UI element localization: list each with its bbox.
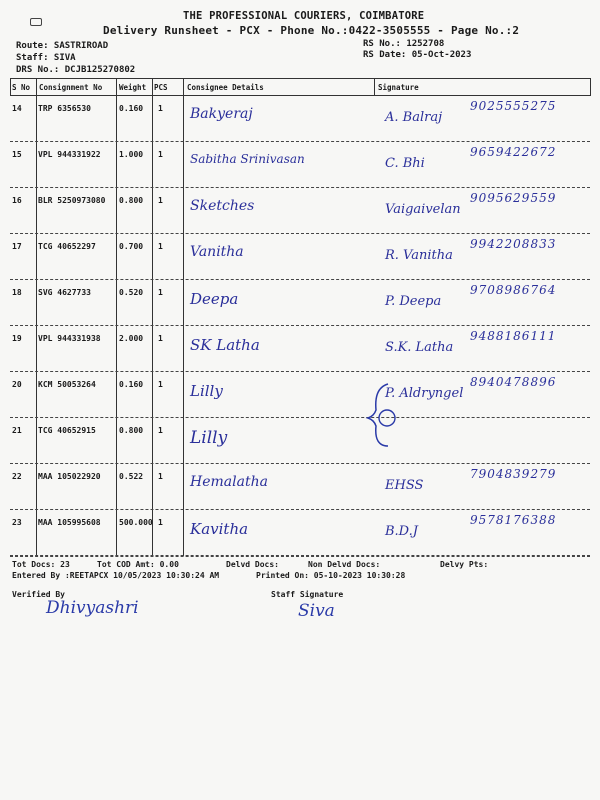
- row-sno: 17: [12, 242, 22, 251]
- row-pcs: 1: [158, 380, 163, 389]
- row-pcs: 1: [158, 426, 163, 435]
- row-signature: A. Balraj: [385, 110, 443, 125]
- verified-by-label: Verified By: [12, 590, 65, 599]
- printer-mark-icon: [30, 18, 42, 26]
- row-phone: 9708986764: [470, 283, 557, 297]
- printed-on: Printed On: 05-10-2023 10:30:28: [256, 571, 406, 580]
- row-signature: P. Deepa: [385, 294, 442, 309]
- row-consignment-no: TCG 40652915: [38, 426, 96, 435]
- row-phone: 9095629559: [470, 191, 557, 205]
- row-pcs: 1: [158, 518, 163, 527]
- row-weight: 0.800: [119, 196, 144, 205]
- row-weight: 0.800: [119, 426, 144, 435]
- row-signature: Vaigaivelan: [385, 202, 461, 217]
- row-consignee-name: SK Latha: [190, 336, 260, 354]
- delivered-docs: Delvd Docs:: [226, 560, 279, 569]
- rs-date: RS Date: 05-Oct-2023: [363, 50, 472, 60]
- verified-signature: Dhivyashri: [46, 598, 139, 618]
- row-weight: 0.522: [119, 472, 144, 481]
- row-weight: 1.000: [119, 150, 144, 159]
- row-consignment-no: MAA 105995608: [38, 518, 101, 527]
- row-phone: 7904839279: [470, 467, 557, 481]
- row-consignee-name: Bakyeraj: [190, 106, 253, 122]
- row-separator: [10, 187, 590, 188]
- row-separator: [10, 233, 590, 234]
- row-signature: B.D.J: [385, 524, 418, 539]
- row-pcs: 1: [158, 472, 163, 481]
- row-phone: 9025555275: [470, 99, 557, 113]
- drs-number: DRS No.: DCJB125270802: [16, 65, 136, 75]
- row-separator: [10, 417, 590, 418]
- row-consignee-name: Lilly: [190, 428, 228, 448]
- row-phone: 9659422672: [470, 145, 557, 159]
- row-weight: 0.520: [119, 288, 144, 297]
- row-consignee-name: Vanitha: [190, 244, 244, 260]
- row-weight: 0.160: [119, 104, 144, 113]
- row-consignee-name: Sabitha Srinivasan: [190, 152, 305, 166]
- row-signature: S.K. Latha: [385, 340, 454, 355]
- row-consignee-name: Kavitha: [190, 520, 249, 538]
- row-consignment-no: VPL 944331922: [38, 150, 101, 159]
- col-signature: Signature: [378, 83, 419, 92]
- row-consignment-no: VPL 944331938: [38, 334, 101, 343]
- row-pcs: 1: [158, 150, 163, 159]
- row-separator: [10, 509, 590, 510]
- row-separator: [10, 141, 590, 142]
- row-sno: 21: [12, 426, 22, 435]
- row-pcs: 1: [158, 196, 163, 205]
- row-sno: 20: [12, 380, 22, 389]
- staff-signature: Siva: [298, 601, 335, 621]
- row-consignment-no: TRP 6356530: [38, 104, 91, 113]
- staff-label: Staff: SIVA: [16, 53, 76, 63]
- row-weight: 0.700: [119, 242, 144, 251]
- row-pcs: 1: [158, 288, 163, 297]
- entered-by: Entered By :REETAPCX 10/05/2023 10:30:24 AM: [12, 571, 220, 580]
- total-cod: Tot COD Amt: 0.00: [97, 560, 179, 569]
- row-consignee-name: Lilly: [190, 382, 223, 400]
- col-consignment: Consignment No: [39, 83, 103, 92]
- row-consignment-no: SVG 4627733: [38, 288, 91, 297]
- row-sno: 15: [12, 150, 22, 159]
- row-sno: 14: [12, 104, 22, 113]
- row-sno: 23: [12, 518, 22, 527]
- company-title: THE PROFESSIONAL COURIERS, COIMBATORE: [183, 10, 425, 22]
- row-consignee-name: Sketches: [190, 198, 255, 214]
- row-phone: 9488186111: [470, 329, 557, 343]
- non-delivered-docs: Non Delvd Docs:: [308, 560, 381, 569]
- row-consignment-no: KCM 50053264: [38, 380, 96, 389]
- row-sno: 16: [12, 196, 22, 205]
- row-consignee-name: Deepa: [190, 290, 239, 308]
- row-signature: C. Bhi: [385, 156, 425, 171]
- col-weight: Weight: [119, 83, 147, 92]
- row-separator: [10, 463, 590, 464]
- col-sno: S No: [12, 83, 31, 92]
- delivery-points: Delvy Pts:: [440, 560, 489, 569]
- row-weight: 2.000: [119, 334, 144, 343]
- row-signature: EHSS: [385, 478, 424, 493]
- bracket-mark-icon: [360, 380, 400, 450]
- row-phone: 9578176388: [470, 513, 557, 527]
- row-pcs: 1: [158, 104, 163, 113]
- row-phone: 9942208833: [470, 237, 557, 251]
- row-separator: [10, 279, 590, 280]
- row-separator: [10, 325, 590, 326]
- col-consignee: Consignee Details: [187, 83, 264, 92]
- row-consignment-no: BLR 5250973080: [38, 196, 106, 205]
- rs-number: RS No.: 1252708: [363, 39, 445, 49]
- row-pcs: 1: [158, 334, 163, 343]
- row-weight: 0.160: [119, 380, 144, 389]
- route-label: Route: SASTRIROAD: [16, 41, 109, 51]
- row-sno: 19: [12, 334, 22, 343]
- row-consignment-no: MAA 105022920: [38, 472, 101, 481]
- col-pcs: PCS: [154, 83, 168, 92]
- row-sno: 18: [12, 288, 22, 297]
- row-weight: 500.000: [119, 518, 153, 527]
- row-signature: R. Vanitha: [385, 248, 453, 263]
- staff-signature-label: Staff Signature: [271, 590, 344, 599]
- row-consignment-no: TCG 40652297: [38, 242, 96, 251]
- row-sno: 22: [12, 472, 22, 481]
- row-consignee-name: Hemalatha: [190, 474, 268, 490]
- runsheet-subtitle: Delivery Runsheet - PCX - Phone No.:0422-3505555 - Page No.:2: [103, 24, 520, 37]
- row-phone: 8940478896: [470, 375, 557, 389]
- total-docs: Tot Docs: 23: [12, 560, 70, 569]
- row-pcs: 1: [158, 242, 163, 251]
- row-signature: P. Aldryngel: [385, 386, 464, 401]
- row-separator: [10, 371, 590, 372]
